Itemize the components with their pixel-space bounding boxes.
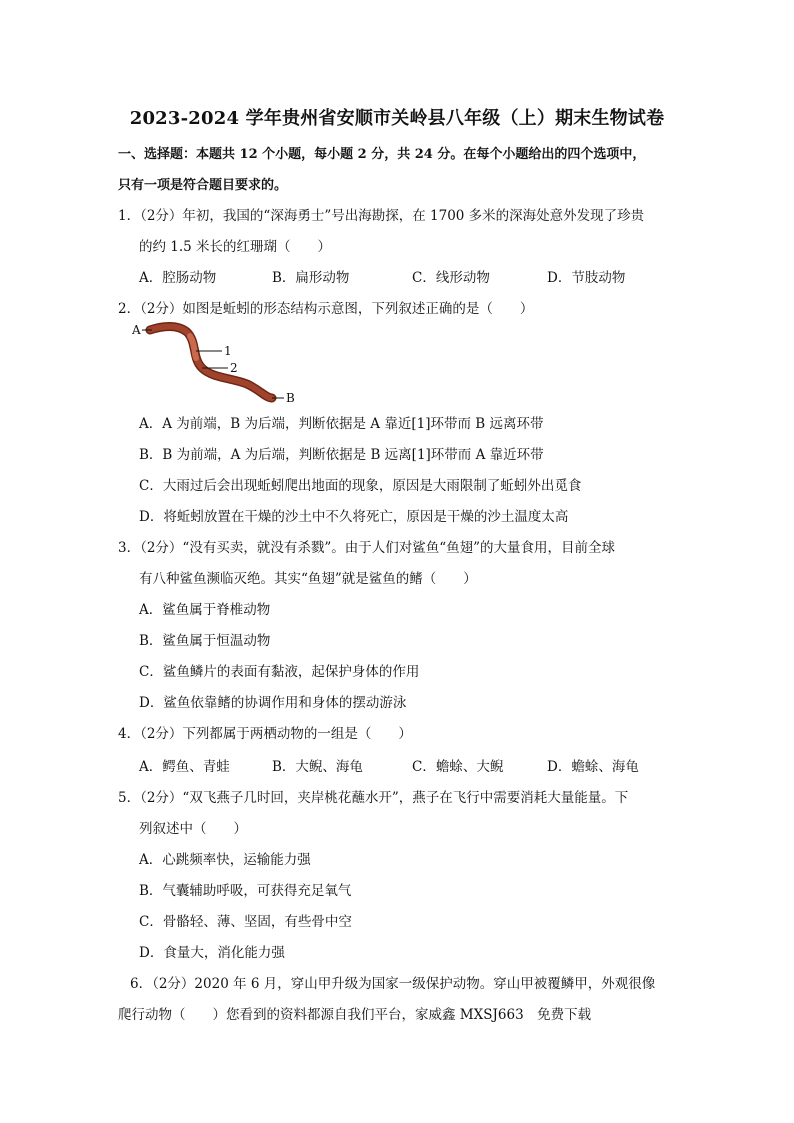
q1-option-b: B．扁形动物: [272, 270, 350, 286]
q4-option-b: B．大鲵、海龟: [272, 759, 363, 775]
q4-option-c: C．蟾蜍、大鲵: [412, 759, 504, 775]
q2-option-b: B．B 为前端，A 为后端，判断依据是 B 远离[1]环带而 A 靠近环带: [139, 447, 544, 463]
worm-body: [150, 327, 272, 399]
q1-option-c: C．线形动物: [412, 270, 490, 286]
label-b: B: [286, 391, 295, 405]
q5-option-c: C．骨骼轻、薄、坚固，有些骨中空: [139, 914, 352, 930]
question-5-text: 5．（2分）“双飞燕子几时回，夹岸桃花蘸水开”，燕子在飞行中需要消耗大量能量。下: [118, 790, 629, 806]
question-3-text-cont: 有八种鲨鱼濒临灭绝。其实“鱼翅”就是鲨鱼的鳍（ ）: [139, 571, 477, 587]
question-2-text: 2．（2分）如图是蚯蚓的形态结构示意图，下列叙述正确的是（ ）: [118, 301, 534, 317]
q3-option-b: B．鲨鱼属于恒温动物: [139, 633, 271, 649]
section-heading-line1: 一、选择题：本题共 12 个小题，每小题 2 分，共 24 分。在每个小题给出的四个选项中，: [118, 147, 646, 162]
earthworm-diagram: [132, 320, 307, 410]
question-4-text: 4．（2分）下列都属于两栖动物的一组是（ ）: [118, 726, 412, 742]
question-1-text: 1．（2分）年初，我国的“深海勇士”号出海勘探，在 1700 多米的深海处意外发现了珍贵: [118, 208, 645, 224]
section-heading-line2: 只有一项是符合题目要求的。: [118, 178, 288, 193]
question-6-text: 6．（2分）2020 年 6 月，穿山甲升级为国家一级保护动物。穿山甲被覆鳞甲，外观很像: [130, 976, 656, 992]
q5-option-b: B．气囊辅助呼吸，可获得充足氧气: [139, 883, 352, 899]
question-6-text-cont: 爬行动物（ ）您看到的资料都源自我们平台，家威鑫 MXSJ663 免费下载: [118, 1007, 592, 1023]
question-1-text-cont: 的约 1.5 米长的红珊瑚（ ）: [139, 239, 332, 255]
q3-option-c: C．鲨鱼鳞片的表面有黏液，起保护身体的作用: [139, 664, 420, 680]
q4-option-d: D．蟾蜍、海龟: [547, 759, 639, 775]
q5-option-d: D．食量大，消化能力强: [139, 945, 285, 961]
q3-option-a: A．鲨鱼属于脊椎动物: [139, 602, 271, 618]
question-5-text-cont: 列叙述中（ ）: [139, 821, 247, 837]
label-a: A: [132, 323, 141, 337]
label-2: 2: [230, 361, 238, 375]
q3-option-d: D．鲨鱼依靠鳍的协调作用和身体的摆动游泳: [139, 695, 407, 711]
label-1: 1: [224, 344, 232, 358]
q1-option-a: A．腔肠动物: [139, 270, 217, 286]
page-title: 2023-2024 学年贵州省安顺市关岭县八年级（上）期末生物试卷: [129, 108, 665, 129]
q2-option-d: D．将蚯蚓放置在干燥的沙土中不久将死亡，原因是干燥的沙土温度太高: [139, 509, 569, 525]
q2-option-a: A．A 为前端，B 为后端，判断依据是 A 靠近[1]环带而 B 远离环带: [139, 416, 544, 432]
question-3-text: 3．（2分）“没有买卖，就没有杀戮”。由于人们对鲨鱼“鱼翅”的大量食用，目前全球: [118, 540, 616, 556]
q1-option-d: D．节肢动物: [547, 270, 626, 286]
q2-option-c: C．大雨过后会出现蚯蚓爬出地面的现象，原因是大雨限制了蚯蚓外出觅食: [139, 478, 582, 494]
q4-option-a: A．鳄鱼、青蛙: [139, 759, 230, 775]
q5-option-a: A．心跳频率快，运输能力强: [139, 852, 311, 868]
